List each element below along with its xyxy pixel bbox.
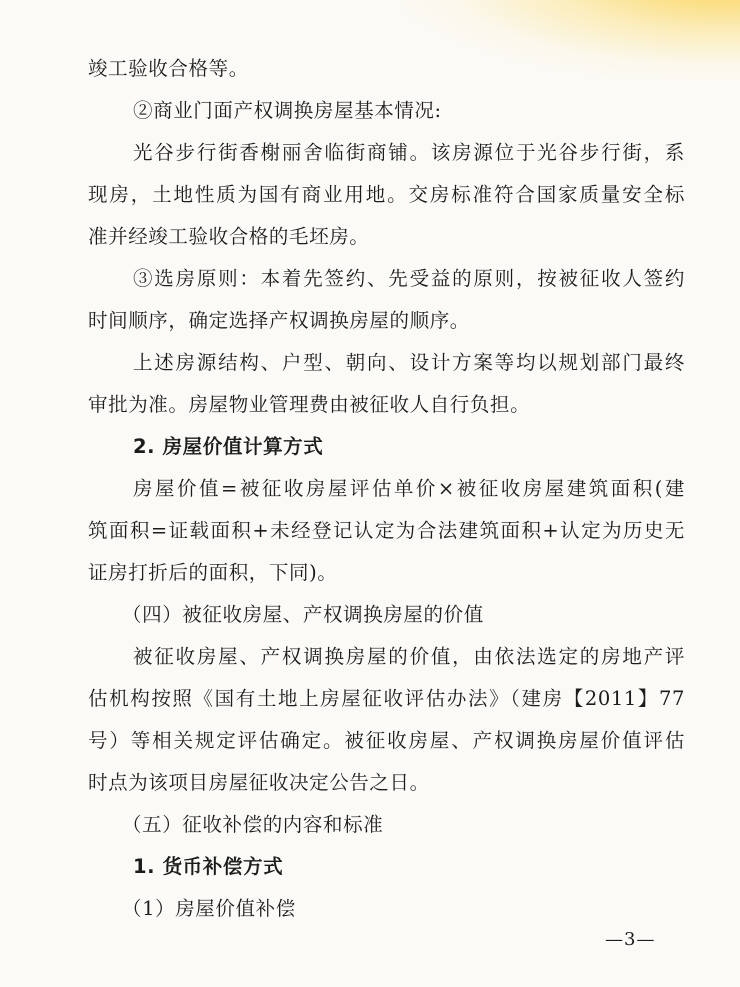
text-line-15: 被征收房屋、产权调换房屋的价值，由依法选定的房地产评	[133, 645, 685, 668]
page-number: —3—	[605, 929, 656, 950]
text-line-3: 光谷步行街香榭丽舍临街商铺。该房源位于光谷步行街，系	[133, 141, 685, 164]
text-line-16: 估机构按照《国有土地上房屋征收评估办法》（建房【2011】77	[88, 687, 685, 710]
section-heading-1: 1. 货币补偿方式	[133, 855, 284, 878]
text-line-2: ②商业门面产权调换房屋基本情况:	[133, 99, 442, 122]
text-line-1: 竣工验收合格等。	[88, 57, 249, 80]
text-line-4: 现房，土地性质为国有商业用地。交房标准符合国家质量安全标	[88, 183, 685, 206]
section-heading-5: （五）征收补偿的内容和标准	[122, 813, 384, 836]
text-line-5: 准并经竣工验收合格的毛坯房。	[88, 225, 370, 248]
text-line-18: 时点为该项目房屋征收决定公告之日。	[88, 771, 430, 794]
text-line-9: 审批为准。房屋物业管理费由被征收人自行负担。	[88, 393, 531, 416]
text-line-17: 号）等相关规定评估确定。被征收房屋、产权调换房屋价值评估	[88, 729, 685, 752]
section-heading-4: （四）被征收房屋、产权调换房屋的价值	[122, 603, 484, 626]
text-line-11: 房屋价值=被征收房屋评估单价×被征收房屋建筑面积(建	[133, 477, 685, 500]
section-heading-2: 2. 房屋价值计算方式	[133, 435, 324, 458]
text-line-7: 时间顺序，确定选择产权调换房屋的顺序。	[88, 309, 470, 332]
text-line-13: 证房打折后的面积，下同)。	[88, 561, 338, 584]
text-line-8: 上述房源结构、户型、朝向、设计方案等均以规划部门最终	[133, 351, 685, 374]
text-line-6: ③选房原则：本着先签约、先受益的原则，按被征收人签约	[133, 267, 685, 290]
text-line-12: 筑面积=证载面积+未经登记认定为合法建筑面积+认定为历史无	[88, 519, 685, 542]
subsection-heading-1: （1）房屋价值补偿	[122, 897, 296, 920]
